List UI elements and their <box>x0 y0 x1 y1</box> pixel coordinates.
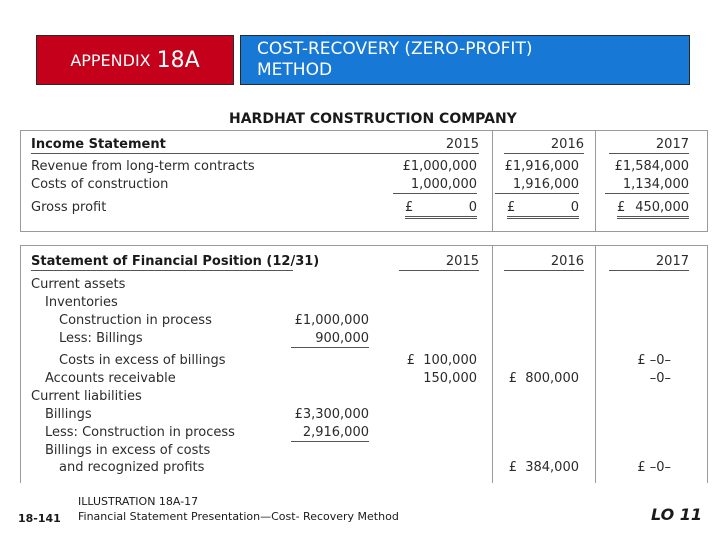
accounts-receivable-label: Accounts receivable <box>45 371 176 386</box>
financial-position-title: Statement of Financial Position (12/31) <box>31 254 320 269</box>
gross-profit-2016: 0 <box>570 200 579 215</box>
gross-profit-2015-cell <box>405 200 477 219</box>
year-2016: 2016 <box>504 137 584 154</box>
construction-in-process-label: Construction in process <box>59 313 212 328</box>
accounts-receivable-2015: 150,000 <box>423 371 477 386</box>
gross-profit-2017: 450,000 <box>635 200 689 215</box>
current-liabilities-label: Current liabilities <box>31 389 142 404</box>
current-assets-label: Current assets <box>31 277 126 292</box>
income-statement-panel <box>20 130 708 232</box>
illustration-number: ILLUSTRATION 18A-17 <box>78 495 199 508</box>
income-statement-title: Income Statement <box>31 137 411 154</box>
method-title-line2: METHOD <box>257 60 333 80</box>
method-title-line1: COST-RECOVERY (ZERO-PROFIT) <box>257 39 533 59</box>
column-divider <box>492 246 493 483</box>
gross-profit-2015: 0 <box>468 200 477 215</box>
revenue-2017: £1,584,000 <box>614 159 689 174</box>
appendix-banner <box>36 35 234 85</box>
costs-in-excess-2017: £ –0– <box>637 353 671 368</box>
costs-2017: 1,134,000 <box>605 177 689 194</box>
year-2015: 2015 <box>399 137 479 154</box>
costs-2016: 1,916,000 <box>495 177 579 194</box>
less-cip-label: Less: Construction in process <box>45 425 235 440</box>
page-number: 18-141 <box>18 512 61 525</box>
accounts-receivable-2017: –0– <box>649 371 671 386</box>
costs-in-excess-label: Costs in excess of billings <box>59 353 226 368</box>
billings-value: £3,300,000 <box>294 407 369 422</box>
gross-profit-2016-cell <box>507 200 579 219</box>
revenue-2016: £1,916,000 <box>504 159 579 174</box>
less-billings-label: Less: Billings <box>59 331 143 346</box>
costs-2015: 1,000,000 <box>393 177 477 194</box>
year-2017: 2017 <box>609 137 689 154</box>
company-name: HARDHAT CONSTRUCTION COMPANY <box>229 111 517 127</box>
appendix-number: 18A <box>156 47 200 73</box>
illustration-caption <box>78 494 399 524</box>
billings-excess-label-line2: and recognized profits <box>59 460 205 475</box>
appendix-label: APPENDIX <box>70 50 151 70</box>
costs-in-excess-2015: £ 100,000 <box>406 353 477 368</box>
year-2017: 2017 <box>609 254 689 271</box>
learning-objective: LO 11 <box>650 505 702 524</box>
year-2016: 2016 <box>504 254 584 271</box>
costs-label: Costs of construction <box>31 177 169 192</box>
gross-profit-2017-cell <box>617 200 689 219</box>
construction-in-process-value: £1,000,000 <box>294 313 369 328</box>
revenue-label: Revenue from long-term contracts <box>31 159 255 174</box>
billings-excess-2017: £ –0– <box>637 460 671 475</box>
method-banner <box>240 35 690 85</box>
accounts-receivable-2016: £ 800,000 <box>508 371 579 386</box>
gross-profit-label: Gross profit <box>31 200 107 215</box>
billings-excess-2016: £ 384,000 <box>508 460 579 475</box>
billings-label: Billings <box>45 407 92 422</box>
column-divider <box>492 131 493 231</box>
column-divider <box>595 131 596 231</box>
currency-symbol: £ <box>507 200 516 215</box>
billings-excess-label-line1: Billings in excess of costs <box>45 443 211 458</box>
year-2015: 2015 <box>399 254 479 271</box>
inventories-label: Inventories <box>45 295 118 310</box>
revenue-2015: £1,000,000 <box>402 159 477 174</box>
currency-symbol: £ <box>405 200 414 215</box>
less-billings-value: 900,000 <box>291 331 369 348</box>
financial-position-panel <box>20 245 708 483</box>
currency-symbol: £ <box>617 200 626 215</box>
illustration-title: Financial Statement Presentation—Cost- Recovery Method <box>78 510 399 523</box>
less-cip-value: 2,916,000 <box>291 425 369 442</box>
